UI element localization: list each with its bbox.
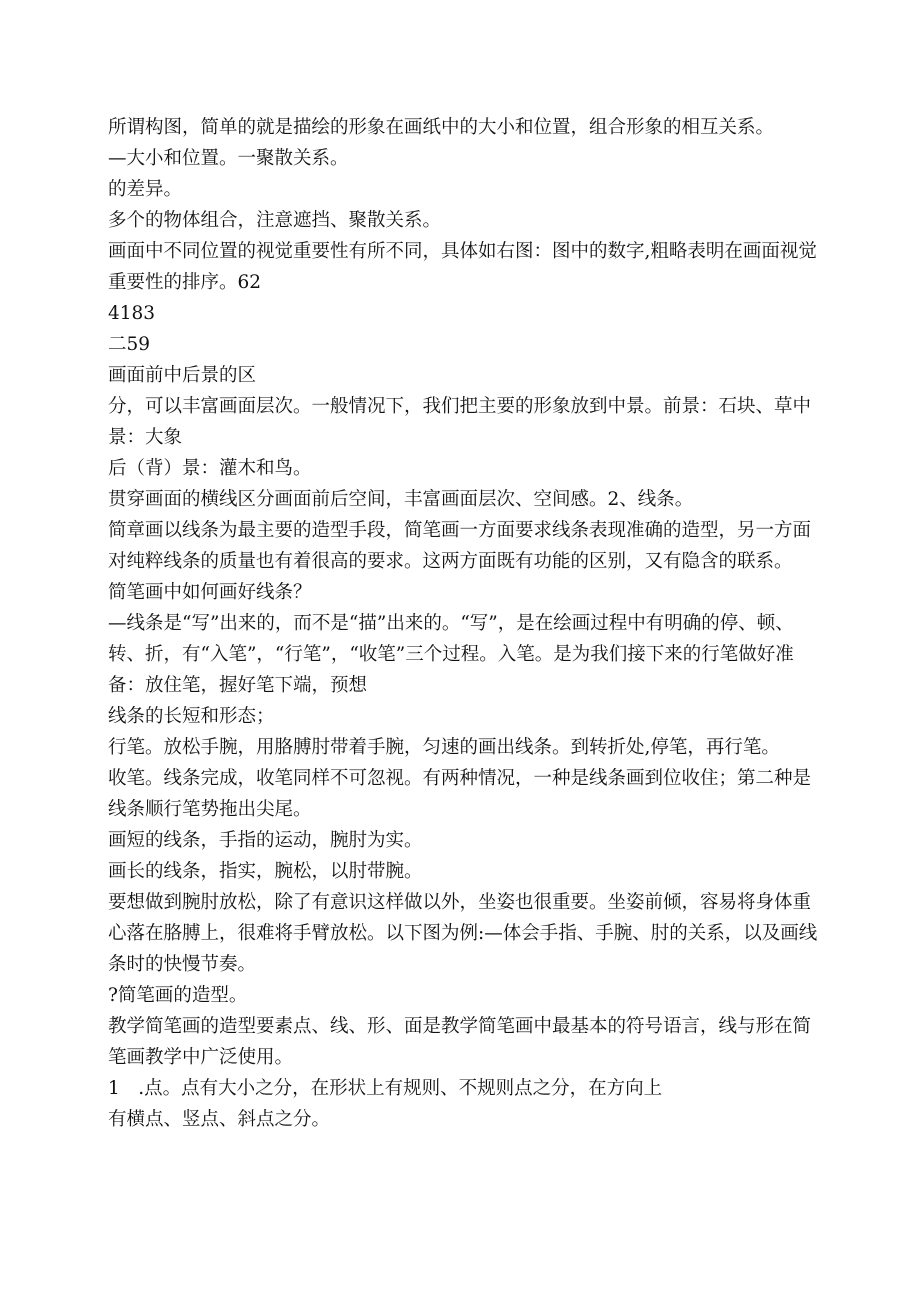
paragraph-short-lines: 画短的线条，手指的运动，腕肘为实。 — [108, 830, 423, 851]
paragraph-point-types: 1 .点。点有大小之分，在形状上有规则、不规则点之分，在方向上 — [108, 1078, 663, 1099]
paragraph-size-position: —大小和位置。一聚散关系。 — [108, 148, 349, 169]
paragraph-posture: 要想做到腕肘放松，除了有意识这样做以外，坐姿也很重要。坐姿前倾，容易将身体重心落在胳膊上，很难将手臂放松。以下图为例:—体会手指、手腕、肘的关系，以及画线条时的快慢节奏。 — [108, 892, 818, 975]
paragraph-depth-heading: 画面前中后景的区 — [108, 365, 257, 386]
paragraph-layers: 分，可以丰富画面层次。一般情况下，我们把主要的形象放到中景。前景：石块、草中景：大象 — [108, 396, 812, 448]
paragraph-writing-lines: —线条是“写”出来的，而不是“描”出来的。“写”，是在绘画过程中有明确的停、顿、转、折，有“入笔”，“行笔”，“收笔”三个过程。入笔。是为我们接下来的行笔做好准备：放住笔，握好笔下端，预想 — [108, 613, 794, 696]
paragraph-line-length-shape: 线条的长短和形态； — [108, 706, 275, 727]
paragraph-horizontal-line: 贯穿画面的横线区分画面前后空间，丰富画面层次、空间感。2、线条。 — [108, 489, 694, 510]
paragraph-line-importance: 简章画以线条为最主要的造型手段，简笔画一方面要求线条表现准确的造型，另一方面对纯粹线条的质量也有着很高的要求。这两方面既有功能的区别，又有隐含的联系。 — [108, 520, 812, 572]
paragraph-moving-stroke: 行笔。放松手腕，用胳膊肘带着手腕，匀速的画出线条。到转折处,停笔，再行笔。 — [108, 737, 780, 758]
paragraph-long-lines: 画长的线条，指实，腕松，以肘带腕。 — [108, 861, 423, 882]
paragraph-number-59: 二59 — [108, 334, 151, 355]
paragraph-point-directions: 有横点、竖点、斜点之分。 — [108, 1109, 331, 1130]
paragraph-shape-heading: ?简笔画的造型。 — [108, 985, 248, 1006]
document-body — [108, 112, 820, 1135]
paragraph-composition-definition: 所谓构图，简单的就是描绘的形象在画纸中的大小和位置，组合形象的相互关系。 — [108, 117, 775, 138]
paragraph-how-to-draw-lines: 简笔画中如何画好线条？ — [108, 582, 312, 603]
paragraph-ending-stroke: 收笔。线条完成，收笔同样不可忽视。有两种情况，一种是线条画到位收住；第二种是线条顺行笔势拖出尖尾。 — [108, 768, 812, 820]
paragraph-shape-elements: 教学简笔画的造型要素点、线、形、面是教学简笔画中最基本的符号语言，线与形在简笔画教学中广泛使用。 — [108, 1016, 812, 1068]
paragraph-number-4183: 4183 — [108, 303, 156, 324]
paragraph-object-grouping: 多个的物体组合，注意遮挡、聚散关系。 — [108, 210, 442, 231]
paragraph-background: 后（背）景：灌木和鸟。 — [108, 458, 312, 479]
paragraph-difference: 的差异。 — [108, 179, 183, 200]
paragraph-visual-importance: 画面中不同位置的视觉重要性有所不同，具体如右图：图中的数字,粗略表明在画面视觉重要性的排序。62 — [108, 241, 817, 293]
